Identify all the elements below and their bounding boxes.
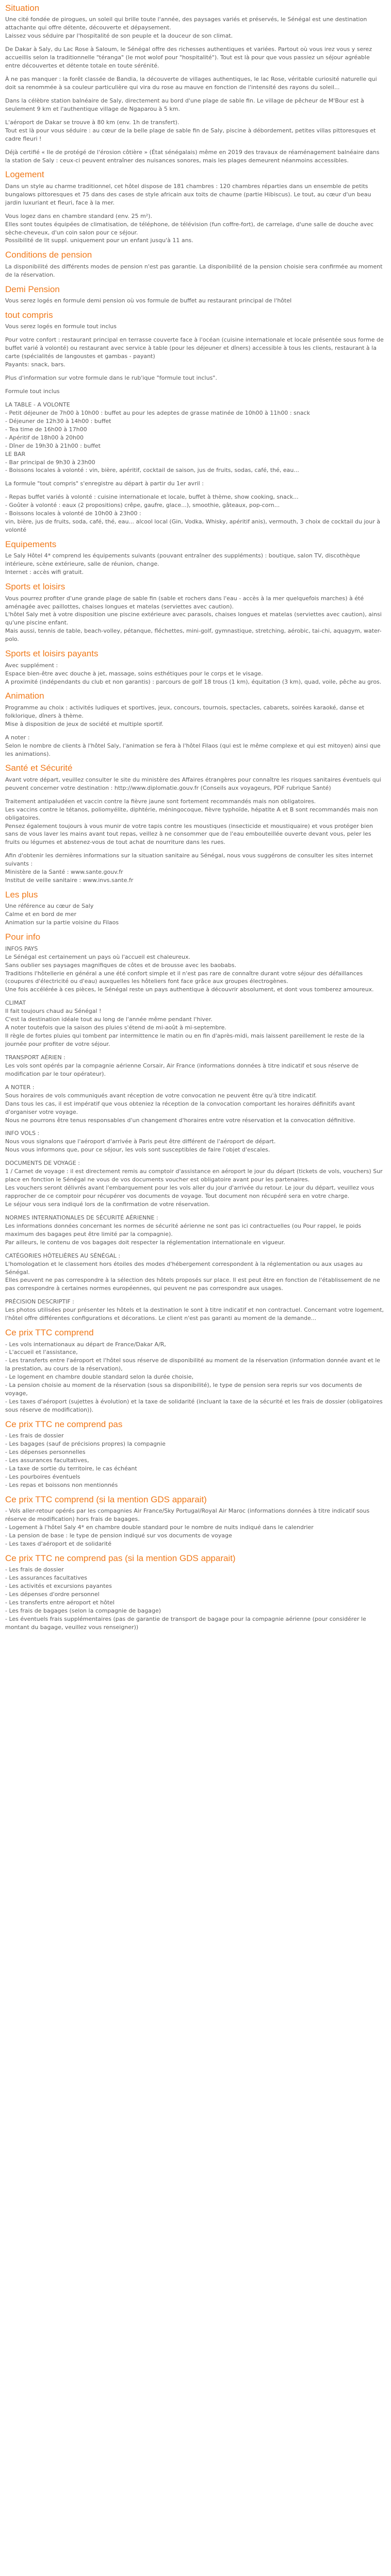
section-paragraph: Afin d'obtenir les dernières informations sur la situation sanitaire au Sénégal, nous vous suggérons de consulter les sites internet suivants : Ministère de la Santé : www.sante.gouv.fr Institut de veille sanitaire : www.invs.sante.fr	[5, 852, 373, 884]
section-paragraph: Avant votre départ, veuillez consulter le site du ministère des Affaires étrangères pour connaître les risques sanitaires éventuels qui peuvent concerner votre destination : http://www.diplomatie.gouv.fr (Conseils aux voyageurs, PDF rubrique Santé)	[5, 776, 381, 791]
section-title: Sports et loisirs payants	[5, 649, 99, 659]
section-paragraph: Programme au choix : activités ludiques et sportives, jeux, concours, tournois, spectacles, cabarets, soirées karaoké, danse et folklorique, dîners à thème. Mise à disposition de jeux de société et multiple sportif.	[5, 704, 365, 727]
section	[5, 1419, 386, 1489]
section-paragraph: Vous serez logés en formule tout inclus	[5, 323, 117, 330]
section	[5, 932, 386, 1323]
section-paragraph: Vous logez dans en chambre standard (env. 25 m²). Elles sont toutes équipées de climatisation, de téléphone, de télévision (fun coffre-fort), de carrelage, d'une salle de douche avec sèche-cheveux, d'un coin salon pour ce séjour. Possibilité de lit suppl. uniquement pour un enfant jusqu'à 11 ans.	[5, 212, 374, 244]
section-paragraph: Pour votre confort : restaurant principal en terrasse couverte face à l'océan (cuisine internationale et locale présentée sous forme de buffet varié à volonté) ou restaurant avec service à table (pour les déjeuner et dîners) accessible à tous les clients, restaurant à la carte (spécialités de langoustes et gambas - payant) Payants: snack, bars.	[5, 336, 384, 368]
section-paragraph: Une référence au cœur de Saly Calme et en bord de mer Animation sur la partie voisine du Filaos	[5, 903, 119, 926]
section-paragraph: INFO VOLS : Nous vous signalons que l'aéroport d'arrivée à Paris peut être différent de l'aéroport de départ. Nous vous informons que, pour ce séjour, les vols sont susceptibles de faire l'objet d'escales.	[5, 1130, 276, 1154]
section	[5, 890, 386, 927]
section-paragraph: Formule tout inclus	[5, 388, 60, 395]
section-paragraph: Déjà certifié « Ile de protégé de l'érosion côtière » (État sénégalais) même en 2019 des travaux de réaménagement balnéaire dans la station de Saly : ceux-ci peuvent entraîner des nuisances sonores, mais les plages demeurent néanmoins accessibles.	[5, 148, 380, 164]
section-paragraph: Vous serez logés en formule demi pension où vos formule de buffet au restaurant principal de l'hôtel	[5, 297, 292, 304]
section	[5, 1495, 386, 1548]
section-title: Ce prix TTC comprend (si la mention GDS apparait)	[5, 1494, 207, 1504]
section-paragraph: La formule "tout compris" s'enregistre au départ à partir du 1er avril :	[5, 480, 204, 487]
section-paragraph: Vous pourrez profiter d'une grande plage de sable fin (sable et rochers dans l'eau - accès à la mer quelquefois marches) à été aménagée avec paillottes, chaises longues et matelas (serviettes avec caution). L'hôtel Saly met à votre disposition une piscine extérieure avec parasols, chaises longues et matelas (serviettes avec caution), ainsi qu'une piscine enfant. Mais aussi, tennis de table, beach-volley, pétanque, fléchettes, mini-golf, gymnastique, stretching, aérobic, tai-chi, aquagym, water-polo.	[5, 595, 382, 643]
section-paragraph: La disponibilité des différents modes de pension n'est pas garantie. La disponibilité de la pension choisie sera confirmée au moment de la réservation.	[5, 263, 383, 278]
section-paragraph: Traitement antipaludéen et vaccin contre la fièvre jaune sont fortement recommandés mais non obligatoires. Les vaccins contre le tétanos, poliomyélite, diphtérie, méningocoque, fièvre typhoïde, hépatite A et B sont recommandés mais non obligatoires. Pensez également toujours à vous munir de votre tapis contre les moustiques (insecticide et moustiquaire) et vous protéger bien sans de vous laver les mains avant tout repas, veillez à ne consommer que de l'eau embouteillée ouverte devant vous, peler les fruits ou légumes et abstenez-vous de tout achat de nourriture dans les rues.	[5, 798, 378, 846]
section-title: Equipements	[5, 539, 57, 550]
section-paragraph: Le Saly Hôtel 4* comprend les équipements suivants (pouvant entraîner des suppléments) : boutique, salon TV, discothèque intérieure, scène extérieure, salle de réunion, change. Internet : accès wifi gratuit.	[5, 552, 360, 576]
section-title: tout compris	[5, 310, 53, 320]
section	[5, 582, 386, 643]
section	[5, 763, 386, 885]
section-paragraph: PRÉCISION DESCRIPTIF : Les photos utilisées pour présenter les hôtels et la destination le sont à titre indicatif et non contractuel. Concernant votre logement, l'hôtel offre différentes configurations et décorations. Le client n'est pas garanti au moment de la demande...	[5, 1298, 384, 1322]
section-paragraph: - Les frais de dossier - Les assurances facultatives - Les activités et excursions payantes - Les dépenses d'ordre personnel - Les transferts entre aéroport et hôtel - Les frais de bagages (selon la compagnie de bagage) - Les éventuels frais supplémentaires (pas de garantie de transport de bagage pour la compagnie aérienne (pour considérer le montant du bagage, veuillez vous renseigner))	[5, 1566, 366, 1631]
section-paragraph: Plus d'information sur votre formule dans le rub'ique "formule tout inclus".	[5, 375, 217, 382]
section-title: Ce prix TTC ne comprend pas	[5, 1419, 123, 1429]
section-paragraph: Dans un style au charme traditionnel, cet hôtel dispose de 181 chambres : 120 chambres réparties dans un ensemble de petits bungalows pittoresques et 75 dans des cases de style africain aux toits de chaume (partie Hibiscus). Le tout, au cœur d'un beau jardin luxuriant et fleuri, face à la mer.	[5, 182, 371, 206]
section-paragraph: NORMES INTERNATIONALES DE SÉCURITÉ AÉRIENNE : Les informations données concernant les normes de sécurité aérienne ne sont pas ici contractuelles (ou Pour rappel, le poids maximum des bagages peut être limité par la compagnie). Par ailleurs, le contenu de vos bagages doit respecter la réglementation internationale en vigueur.	[5, 1214, 362, 1246]
section	[5, 310, 386, 534]
section-paragraph: De Dakar à Saly, du Lac Rose à Saloum, le Sénégal offre des richesses authentiques et variées. Partout où vous irez vous y serez accueillis selon la traditionnelle "téranga" (le mot wolof pour "hospitalité"). Tout est là pour que vous passiez un séjour agréable entre découvertes et détente totale en toute sérénité.	[5, 46, 372, 70]
section-paragraph: - Repas buffet variés à volonté : cuisine internationale et locale, buffet à thème, show cooking, snack... - Goûter à volonté : eaux (2 propositions) crêpe, gaufre, glace...), smoothie, gâteaux, pop-corn... - Boissons locales à volonté de 10h00 à 23h00 : vin, bière, jus de fruits, soda, café, thé, eau... alcool local (Gin, Vodka, Whisky, apéritif anis), vermouth, 3 choix de cocktail du jour à volonté	[5, 494, 380, 534]
section-paragraph: CATÉGORIES HÔTELIÈRES AU SÉNÉGAL : L'homologation et le classement hors étoiles des modes d'hébergement correspondent à la réglementation ou aux usages au Sénégal. Elles peuvent ne pas correspondre à la sélection des hôtels proposés sur place. Il est peut être en fonction de l'établissement de ne pas correspondre à certaines normes européennes, qui peuvent ne pas correspondre aux usages.	[5, 1252, 380, 1292]
section	[5, 3, 386, 164]
section-title: Conditions de pension	[5, 250, 92, 260]
section-paragraph: A noter : Selon le nombre de clients à l'hôtel Saly, l'animation se fera à l'hôtel Filaos (qui est le même complexe et qui est mitoyen) ainsi que les animations).	[5, 734, 381, 757]
section-paragraph: DOCUMENTS DE VOYAGE : 1 / Carnet de voyage : il est directement remis au comptoir d'assistance en aéroport le jour du départ (tickets de vols, vouchers) Sur place en fonction le Sénégal ne vous de vos documents voucher est obligatoire avant pour les partenaires. Les vouchers seront délivrés avant l'embarquement pour les vols aller du jour d'arrivée du retour. Le jour du départ, veuillez vous rapprocher de ce comptoir pour récupérer vos documents de voyage. Tout document non récupéré sera en votre charge. Le séjour vous sera indiqué lors de la confirmation de votre réservation.	[5, 1160, 383, 1208]
section-title: Demi Pension	[5, 284, 60, 294]
section-paragraph: Une cité fondée de pirogues, un soleil qui brille toute l'année, des paysages variés et préservés, le Sénégal est une destination attachante qui offre détente, découverte et dépaysement. Laissez vous séduire par l'hospitalité de son peuple et la douceur de son climat.	[5, 16, 367, 40]
section-title: Ce prix TTC ne comprend pas (si la mention GDS apparait)	[5, 1553, 236, 1563]
section-paragraph: À ne pas manquer : la forêt classée de Bandia, la découverte de villages authentiques, le lac Rose, véritable curiosité naturelle qui doit sa renommée à sa couleur particulière qui vira du rose au mauve en fonction de l'intensité des rayons du soleil...	[5, 76, 377, 91]
section-paragraph: Avec supplément : Espace bien-être avec douche à jet, massage, soins esthétiques pour le corps et le visage. A proximité (indépendants du club et non garantis) : parcours de golf 18 trous (1 km), équitation (3 km), quad, voile, pêche au gros.	[5, 662, 382, 685]
section-title: Situation	[5, 3, 40, 13]
section-title: Sports et loisirs	[5, 582, 66, 592]
section-title: Pour info	[5, 932, 41, 942]
section-title: Les plus	[5, 890, 38, 900]
section-paragraph: - Les frais de dossier - Les bagages (sauf de précisions propres) la compagnie - Les dépenses personnelles - Les assurances facultatives, - La taxe de sortie du territoire, le cas échéant - Les pourboires éventuels - Les repas et boissons non mentionnés	[5, 1432, 166, 1488]
section	[5, 649, 386, 686]
section	[5, 1328, 386, 1414]
section-paragraph: LA TABLE - A VOLONTE - Petit déjeuner de 7h00 à 10h00 : buffet au pour les adeptes de grasse matinée de 10h00 à 11h00 : snack - Déjeuner de 12h30 à 14h00 : buffet - Tea time de 16h00 à 17h00 - Apéritif de 18h00 à 20h00 - Dîner de 19h30 à 21h00 : buffet LE BAR - Bar principal de 9h30 à 23h00 - Boissons locales à volonté : vin, bière, apéritif, cocktail de saison, jus de fruits, sodas, café, thé, eau...	[5, 401, 310, 474]
section-paragraph: TRANSPORT AÉRIEN : Les vols sont opérés par la compagnie aérienne Corsair, Air France (informations données à titre indicatif et sous réserve de modification par le tour opérateur).	[5, 1054, 359, 1077]
section-title: Ce prix TTC comprend	[5, 1328, 94, 1338]
section-title: Animation	[5, 691, 44, 701]
section-title: Logement	[5, 170, 44, 180]
section-paragraph: INFOS PAYS Le Sénégal est certainement un pays où l'accueil est chaleureux. Sans oublier ses paysages magnifiques de côtes et de brousse avec les baobabs. Traditions l'hôtellerie en général a une été confort simple et il n'est pas rare de connaître durant votre séjour des défaillances (coupures d'électricité ou d'eau) auxquelles les hôteliers font face grâce aux groupes électrogènes. Une fois accélérée à ces pièces, le Sénégal reste un pays authentique à découvrir absolument, et dont vous tomberez amoureux.	[5, 945, 374, 993]
section-paragraph: L'aéroport de Dakar se trouve à 80 km (env. 1h de transfert). Tout est là pour vous séduire : au cœur de la belle plage de sable fin de Saly, piscine à débordement, petites villas pittoresques et cadre fleuri !	[5, 118, 376, 142]
section	[5, 170, 386, 245]
section-paragraph: A NOTER : Sous horaires de vols communiqués avant réception de votre convocation ne peuvent être qu'à titre indicatif. Dans tous les cas, il est impératif que vous obteniez la réception de la convocation comportant les horaires définitifs avant d'organiser votre voyage. Nous ne pourrons être tenus responsables d'un changement d'horaires entre votre réservation et la convocation définitive.	[5, 1083, 355, 1124]
section-paragraph: - Les vols internationaux au départ de France/Dakar A/R, - L'accueil et l'assistance, - Les transferts entre l'aéroport et l'hôtel sous réserve de disponibilité au moment de la réservation (information donnée avant et le la prestation, au cours de la réservation), - Le logement en chambre double standard selon la durée choisie, - La pension choisie au moment de la réservation (sous sa disponibilité), le type de pension sera repris sur vos documents de voyage, - Les taxes d'aéroport (sujettes à évolution) et la taxe de solidarité (incluant la taxe de la sécurité et les frais de dossier (obligatoires sous réserve de modification)).	[5, 1341, 383, 1414]
section-paragraph: Dans la célèbre station balnéaire de Saly, directement au bord d'une plage de sable fin. Le village de pêcheur de M'Bour est à seulement 9 km et l'authentique village de Ngaparou à 5 km.	[5, 97, 364, 112]
section	[5, 284, 386, 305]
section-paragraph: - Vols aller-retour opérés par les compagnies Air France/Sky Portugal/Royal Air Maroc (informations données à titre indicatif sous réserve de modification) hors frais de bagages. - Logement à l'hôtel Saly 4* en chambre double standard pour le nombre de nuits indiqué dans le calendrier - La pension de base : le type de pension indiqué sur vos documents de voyage - Les taxes d'aéroport et de solidarité	[5, 1507, 370, 1548]
section	[5, 539, 386, 577]
section	[5, 691, 386, 758]
section-paragraph: CLIMAT Il fait toujours chaud au Sénégal ! C'est la destination idéale tout au long de l'année même pendant l'hiver. A noter toutefois que la saison des pluies s'étend de mi-août à mi-septembre. Il règle de fortes pluies qui tombent par intermittence le matin ou en fin d'après-midi, mais laissent pareillement le reste de la journée pour profiter de votre séjour.	[5, 999, 365, 1047]
section	[5, 1553, 386, 1632]
section	[5, 250, 386, 279]
section-title: Santé et Sécurité	[5, 763, 73, 773]
